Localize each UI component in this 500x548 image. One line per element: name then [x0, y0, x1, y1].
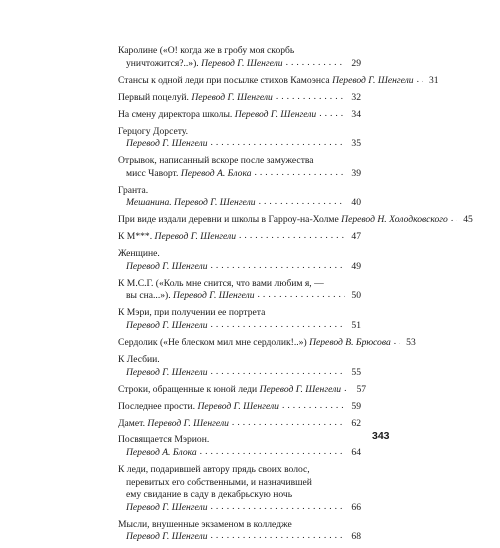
- toc-translator: Перевод Г. Шенгели: [332, 74, 414, 86]
- toc-page-number: 53: [406, 336, 416, 348]
- toc-entry: [118, 155, 361, 180]
- toc-translator: Перевод А. Блока: [126, 447, 197, 459]
- leader-dots: [451, 213, 457, 226]
- toc-page-number: 68: [351, 531, 361, 543]
- toc-translator: Перевод Г. Шенгели: [147, 417, 229, 429]
- toc-translator: Перевод Г. Шенгели: [154, 231, 237, 243]
- leader-dots: [258, 289, 345, 302]
- toc-entry: [118, 231, 361, 244]
- toc-translator: Перевод Г. Шенгели: [259, 383, 342, 395]
- toc-translator: Мешанина. Перевод Г. Шенгели: [126, 197, 256, 209]
- toc-title: уничтожится?..»).: [126, 57, 199, 69]
- toc-translator: Перевод Г. Шенгели: [234, 108, 317, 120]
- leader-dots: [211, 137, 346, 150]
- leader-dots: [211, 319, 346, 332]
- toc-title: Строки, обращенные к юной леди: [118, 383, 258, 395]
- toc-page-number: 64: [351, 447, 361, 459]
- toc-title: вы сна...»).: [126, 290, 171, 302]
- toc-translator: Перевод Г. Шенгели: [126, 138, 208, 150]
- toc-title: Герцогу Дорсету.: [118, 125, 189, 137]
- leader-dots: [319, 108, 345, 121]
- toc-title: Последнее прости.: [118, 400, 196, 412]
- toc-translator: Перевод Г. Шенгели: [126, 366, 208, 378]
- toc-translator: Перевод Г. Шенгели: [126, 260, 208, 272]
- toc-page-number: 47: [351, 231, 361, 243]
- toc-title: Мысли, внушенные экзаменом в колледже: [118, 518, 292, 530]
- toc-entry: [118, 278, 361, 303]
- leader-dots: [286, 57, 345, 70]
- page-number: 343: [372, 430, 390, 442]
- toc-translator: Перевод Г. Шенгели: [197, 400, 279, 412]
- toc-title: К М.С.Г. («Коль мне снится, что вами любим я, —: [118, 277, 324, 289]
- toc-entry: [118, 74, 439, 88]
- toc-page-number: 29: [351, 57, 361, 69]
- toc-title: Сердолик («Не блеском мил мне сердолик!..»): [118, 336, 307, 348]
- toc-entry: [118, 214, 473, 227]
- toc-entry: [118, 92, 361, 105]
- toc-page-number: 35: [351, 138, 361, 150]
- toc-page-number: 40: [351, 197, 361, 209]
- toc-entry: [118, 519, 361, 544]
- toc-title: К леди, подарившей автору прядь своих волос,: [118, 464, 310, 476]
- toc-translator: Перевод В. Брюсова: [309, 336, 391, 348]
- toc-title: К Мэри, при получении ее портрета: [118, 307, 266, 319]
- toc-title: мисс Чаворт.: [126, 167, 179, 179]
- leader-dots: [259, 196, 345, 209]
- toc-page-number: 59: [351, 400, 361, 412]
- toc-title: К М***.: [118, 231, 153, 243]
- toc-entry: [118, 45, 361, 70]
- toc-page-number: 66: [351, 501, 361, 513]
- leader-dots: [211, 366, 346, 379]
- toc-entry: [118, 464, 361, 514]
- toc-page-number: 57: [356, 383, 367, 395]
- leader-dots: [200, 446, 345, 459]
- toc-entry: [118, 418, 361, 431]
- leader-dots: [276, 91, 345, 104]
- toc-translator: Перевод Н. Холодковского: [341, 214, 448, 226]
- toc-title: Стансы к одной леди при посылке стихов Камоэнса: [118, 74, 330, 86]
- toc-title: перевитых его собственными, и назначившей: [126, 476, 312, 488]
- toc-translator: Перевод А. Блока: [180, 167, 252, 179]
- toc-entry: [118, 383, 367, 397]
- toc-title: К Лесбии.: [118, 353, 160, 365]
- toc-title: Первый поцелуй.: [118, 91, 189, 103]
- toc-page-number: 50: [351, 290, 361, 302]
- leader-dots: [232, 417, 345, 430]
- toc-translator: Перевод Г. Шенгели: [173, 290, 255, 302]
- toc-page-number: 32: [351, 91, 361, 103]
- leader-dots: [282, 400, 345, 413]
- leader-dots: [211, 530, 346, 543]
- leader-dots: [255, 167, 346, 180]
- toc-page-number: 34: [351, 108, 361, 120]
- leader-dots: [211, 501, 346, 514]
- toc-page-number: 51: [351, 319, 361, 331]
- toc-title: На смену директора школы.: [118, 108, 233, 120]
- leader-dots: [211, 260, 346, 273]
- toc-translator: Перевод Г. Шенгели: [126, 319, 208, 331]
- toc-page-number: 31: [429, 74, 439, 86]
- leader-dots: [344, 383, 350, 396]
- toc-entry: [118, 401, 361, 414]
- toc-entry: [118, 434, 361, 459]
- leader-dots: [417, 74, 423, 87]
- toc-title: Посвящается Мэрион.: [118, 434, 210, 446]
- toc-title: Отрывок, написанный вскоре после замужества: [118, 155, 314, 167]
- toc-translator: Перевод Г. Шенгели: [201, 57, 283, 69]
- toc-page-number: 45: [463, 214, 473, 226]
- toc-translator: Перевод Г. Шенгели: [126, 531, 208, 543]
- toc-title: При виде издали деревни и школы в Гарроу-на-Холме: [118, 214, 339, 226]
- toc-title: Гранта.: [118, 184, 149, 196]
- toc-page-number: 39: [351, 167, 361, 179]
- toc-entry: [118, 248, 361, 273]
- toc-title: Женщине.: [118, 248, 160, 260]
- toc-page-number: 55: [351, 366, 361, 378]
- leader-dots: [239, 230, 345, 243]
- toc-title: ему свидание в саду в декабрьскую ночь: [126, 489, 293, 501]
- toc-title: Дамет.: [118, 417, 146, 429]
- toc-entry: [118, 307, 361, 332]
- toc-page-number: 49: [351, 260, 361, 272]
- toc-entry: [118, 109, 361, 122]
- toc-translator: Перевод Г. Шенгели: [126, 501, 208, 513]
- toc-translator: Перевод Г. Шенгели: [191, 91, 273, 103]
- toc-entry: [118, 185, 361, 210]
- toc-entry: [118, 336, 416, 350]
- toc-title: Каролине («О! когда же в гробу моя скорбь: [118, 45, 295, 56]
- leader-dots: [394, 336, 400, 349]
- toc-entry: [118, 126, 361, 151]
- toc-page-number: 62: [351, 417, 361, 429]
- toc-entry: [118, 354, 361, 379]
